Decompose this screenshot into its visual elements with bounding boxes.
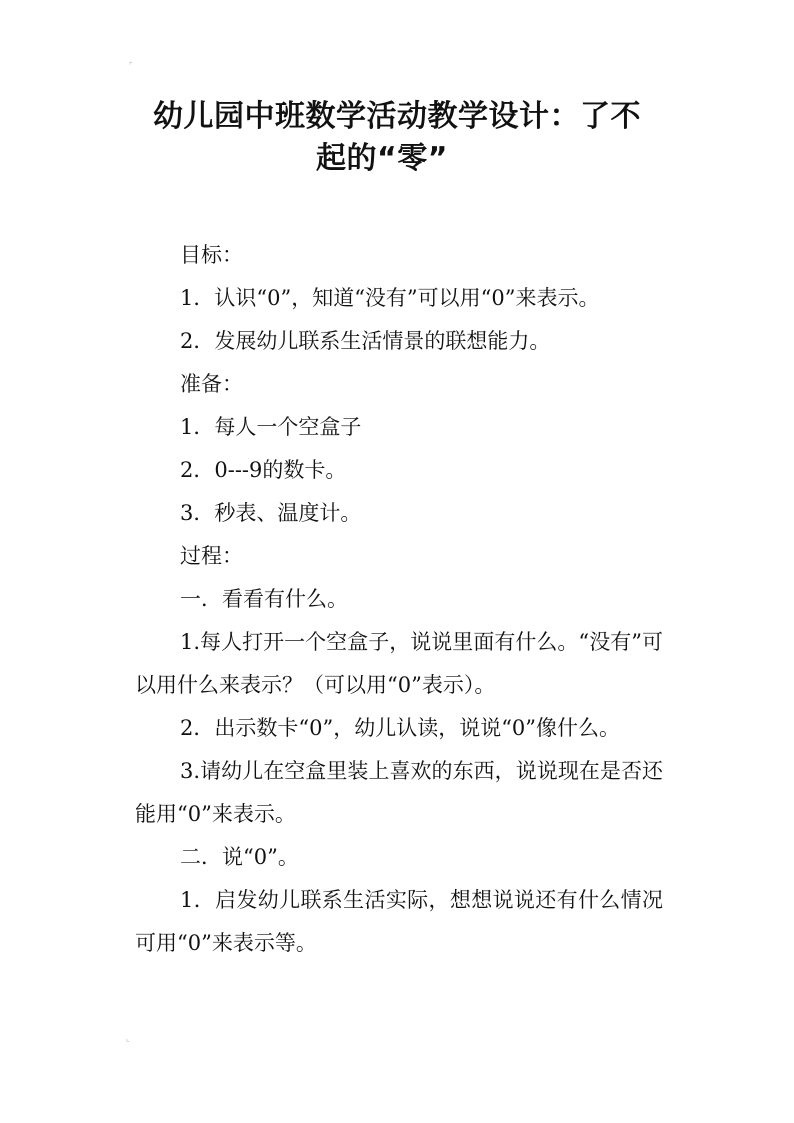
paragraph-prep-1: 1．每人一个空盒子 xyxy=(180,415,362,439)
paragraph-prep-2: 2．0---9的数卡。 xyxy=(180,458,347,482)
paragraph-step-1-item-1: 1.每人打开一个空盒子，说说里面有什么。“没有”可以用什么来表示？（可以用“0”表示）。 xyxy=(135,630,663,697)
paragraph-step-2-heading: 二．说“0”。 xyxy=(180,845,299,869)
paragraph-goal-heading: 目标： xyxy=(180,243,243,267)
paragraph-step-2-item-1: 1．启发幼儿联系生活实际，想想说说还有什么情况可用“0”来表示等。 xyxy=(135,888,663,955)
title-line-2: 起的“零” xyxy=(316,141,448,176)
title-line-1: 幼儿园中班数学活动教学设计：了不 xyxy=(153,99,641,134)
paragraph-step-1-item-2: 2．出示数卡“0”，幼儿认读，说说“0”像什么。 xyxy=(180,716,621,740)
paragraph-process-heading: 过程： xyxy=(180,544,243,568)
corner-crop-mark-top: ⌜ xyxy=(129,61,133,70)
paragraph-goal-2: 2．发展幼儿联系生活情景的联想能力。 xyxy=(180,329,551,353)
paragraph-prep-3: 3．秒表、温度计。 xyxy=(180,501,362,525)
document-title xyxy=(130,96,664,180)
paragraph-step-1-item-3: 3.请幼儿在空盒里装上喜欢的东西，说说现在是否还能用“0”来表示。 xyxy=(135,759,663,826)
paragraph-prep-heading: 准备： xyxy=(180,372,243,396)
paragraph-step-1-heading: 一．看看有什么。 xyxy=(180,587,348,611)
corner-crop-mark-bottom: ⌞ xyxy=(126,1034,130,1043)
paragraph-goal-1: 1．认识“0”，知道“没有”可以用“0”来表示。 xyxy=(180,286,600,310)
document-body xyxy=(135,234,663,965)
